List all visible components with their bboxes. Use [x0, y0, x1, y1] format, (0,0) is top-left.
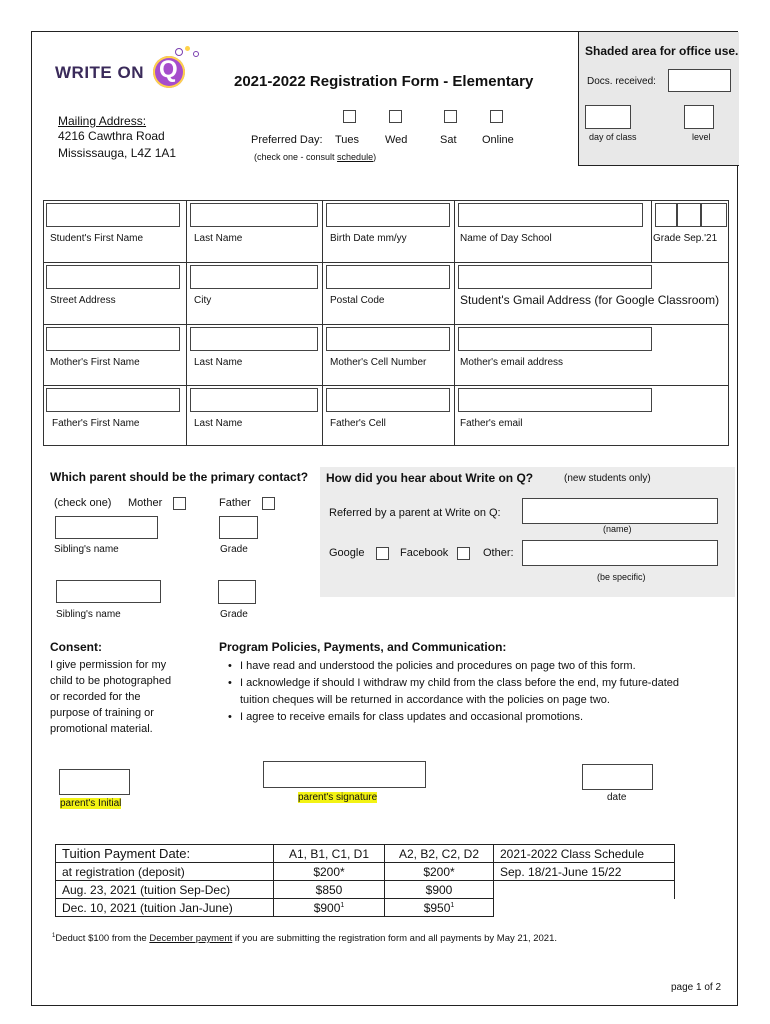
label-day-school: Name of Day School [460, 233, 552, 244]
policy-bullet-1-marker: • [228, 660, 232, 672]
form-page [31, 31, 738, 1006]
referral-note: (new students only) [564, 473, 651, 484]
day-wed: Wed [385, 134, 408, 146]
consent-line-2: child to be photographed [50, 675, 172, 687]
address-line1: 4216 Cawthra Road [58, 129, 165, 143]
logo-dot-2 [185, 46, 190, 51]
student-first-name-input[interactable] [46, 203, 180, 227]
sibling1-grade-input[interactable] [219, 516, 258, 539]
label-grade: Grade Sep.'21 [653, 233, 718, 244]
check-one-label: (check one) [54, 497, 112, 509]
logo-dot-3 [193, 51, 199, 57]
day-checkbox-sat[interactable] [444, 110, 457, 123]
day-checkbox-wed[interactable] [389, 110, 402, 123]
sibling2-name-input[interactable] [56, 580, 161, 603]
address-line2: Mississauga, L4Z 1A1 [58, 146, 177, 160]
street-address-input[interactable] [46, 265, 180, 289]
grade-input-2[interactable] [677, 203, 701, 227]
be-specific-hint: (be specific) [597, 572, 646, 582]
form-title: 2021-2022 Registration Form - Elementary [234, 73, 534, 90]
day-tues: Tues [335, 134, 360, 146]
tuition-cell: $\$900^1$ [274, 899, 385, 917]
facebook-label: Facebook [400, 547, 449, 559]
tuition-header-cell: Tuition Payment Date: [56, 845, 274, 863]
label-father-cell: Father's Cell [330, 418, 386, 429]
docs-received-field[interactable] [668, 69, 731, 92]
google-label: Google [329, 547, 365, 559]
tuition-cell: Aug. 23, 2021 (tuition Sep-Dec) [56, 881, 274, 899]
father-first-name-input[interactable] [46, 388, 180, 412]
postal-code-input[interactable] [326, 265, 450, 289]
tuition-header-row [56, 845, 675, 863]
tuition-cell: Dec. 10, 2021 (tuition Jan-June) [56, 899, 274, 917]
consent-line-4: purpose of training or [50, 707, 154, 719]
policy-bullet-2: I acknowledge if should I withdraw my child from the class before the end, my future-dated [240, 677, 679, 689]
student-last-name-input[interactable] [190, 203, 318, 227]
referral-panel [320, 467, 735, 597]
sibling1-name-input[interactable] [55, 516, 158, 539]
label-postal-code: Postal Code [330, 295, 385, 306]
label-father-first-name: Father's First Name [52, 418, 140, 429]
other-label: Other: [483, 547, 514, 559]
tuition-table [55, 844, 675, 917]
grade-input-3[interactable] [701, 203, 727, 227]
day-online: Online [482, 134, 514, 146]
consent-line-3: or recorded for the [50, 691, 141, 703]
label-gmail: Student's Gmail Address (for Google Classroom) [460, 293, 720, 307]
date-input[interactable] [582, 764, 653, 790]
name-hint: (name) [603, 524, 632, 534]
sibling1-name-label: Sibling's name [54, 544, 119, 555]
consent-title: Consent: [50, 640, 102, 654]
sibling1-grade-label: Grade [220, 544, 248, 555]
mother-label: Mother [128, 497, 163, 509]
mother-last-name-input[interactable] [190, 327, 318, 351]
consent-line-5: promotional material. [50, 723, 153, 735]
label-street-address: Street Address [50, 295, 116, 306]
tuition-cell [494, 881, 675, 899]
day-of-class-field[interactable] [585, 105, 631, 129]
tuition-row [56, 899, 675, 917]
label-mother-cell: Mother's Cell Number [330, 357, 427, 368]
parent-initial-input[interactable] [59, 769, 130, 795]
footnote: $^1$Deduct $100 from the December payment if you are submitting the registration form and all payments by May 21, 2021. [52, 933, 557, 945]
tuition-cell: $200* [274, 863, 385, 881]
mother-cell-input[interactable] [326, 327, 450, 351]
day-school-input[interactable] [458, 203, 643, 227]
sibling2-grade-label: Grade [220, 609, 248, 620]
referred-label: Referred by a parent at Write on Q: [329, 507, 501, 519]
december-payment-link[interactable]: December payment [149, 933, 233, 945]
google-checkbox[interactable] [376, 547, 389, 560]
check-one-note: (check one - consult schedule) [254, 152, 377, 162]
logo-dot-1 [175, 48, 183, 56]
tuition-row [56, 881, 675, 899]
label-mother-email: Mother's email address [460, 357, 564, 368]
mother-first-name-input[interactable] [46, 327, 180, 351]
level-label: level [692, 132, 711, 142]
father-checkbox[interactable] [262, 497, 275, 510]
father-label: Father [219, 497, 251, 509]
preferred-day-label: Preferred Day: [251, 134, 323, 146]
office-use-panel [578, 32, 739, 166]
consent-line-1: I give permission for my [50, 659, 167, 671]
parent-signature-label: parent's signature [298, 792, 378, 803]
primary-contact-question: Which parent should be the primary contact? [50, 470, 309, 484]
tuition-cell: at registration (deposit) [56, 863, 274, 881]
referrer-name-input[interactable] [522, 498, 718, 524]
label-father-email: Father's email [460, 418, 523, 429]
grade-input-1[interactable] [655, 203, 677, 227]
policy-bullet-1: I have read and understood the policies and procedures on page two of this form. [240, 660, 636, 672]
tuition-header-cell: 2021-2022 Class Schedule [494, 845, 675, 863]
policies-title: Program Policies, Payments, and Communication: [219, 640, 507, 654]
logo-text: WRITE ON [55, 63, 144, 82]
info-grid [43, 200, 729, 446]
level-field[interactable] [684, 105, 714, 129]
label-last-name: Last Name [194, 233, 243, 244]
tuition-header-cell: A2, B2, C2, D2 [385, 845, 494, 863]
label-mother-first-name: Mother's First Name [50, 357, 140, 368]
parent-signature-input[interactable] [263, 761, 426, 788]
day-of-class-label: day of class [589, 132, 637, 142]
facebook-checkbox[interactable] [457, 547, 470, 560]
sibling2-name-label: Sibling's name [56, 609, 121, 620]
label-city: City [194, 295, 212, 306]
policy-bullet-3: I agree to receive emails for class updates and occasional promotions. [240, 711, 584, 723]
tuition-cell [494, 899, 675, 917]
page-number: page 1 of 2 [671, 982, 722, 993]
day-checkbox-online[interactable] [490, 110, 503, 123]
birth-date-input[interactable] [326, 203, 450, 227]
parent-initial-label: parent's Initial [60, 798, 122, 809]
label-father-last-name: Last Name [194, 418, 243, 429]
day-checkbox-tues[interactable] [343, 110, 356, 123]
tuition-cell: $\$950^1$ [385, 899, 494, 917]
policy-bullet-3-marker: • [228, 711, 232, 723]
mailing-label: Mailing Address: [58, 114, 147, 128]
tuition-header-cell: A1, B1, C1, D1 [274, 845, 385, 863]
logo [55, 46, 205, 96]
label-birth-date: Birth Date mm/yy [330, 233, 407, 244]
tuition-cell: $850 [274, 881, 385, 899]
tuition-cell: Sep. 18/21-June 15/22 [494, 863, 675, 881]
logo-letter: Q [159, 56, 178, 83]
sibling2-grade-input[interactable] [218, 580, 256, 604]
policy-bullet-2-cont: tuition cheques will be returned in accordance with the policies on page two. [240, 694, 610, 706]
schedule-link[interactable]: schedule [337, 152, 374, 162]
label-mother-last-name: Last Name [194, 357, 243, 368]
docs-received-label: Docs. received: [587, 76, 656, 87]
father-last-name-input[interactable] [190, 388, 318, 412]
label-student-first-name: Student's First Name [50, 233, 144, 244]
city-input[interactable] [190, 265, 318, 289]
mother-checkbox[interactable] [173, 497, 186, 510]
father-cell-input[interactable] [326, 388, 450, 412]
policy-bullet-2-marker: • [228, 677, 232, 689]
tuition-cell: $200* [385, 863, 494, 881]
tuition-row [56, 863, 675, 881]
other-input[interactable] [522, 540, 718, 566]
gmail-input[interactable] [458, 265, 652, 289]
day-sat: Sat [440, 134, 457, 146]
referral-question: How did you hear about Write on Q? [326, 471, 534, 485]
tuition-cell: $900 [385, 881, 494, 899]
office-title: Shaded area for office use. [585, 44, 739, 58]
date-label: date [607, 792, 627, 803]
mother-email-input[interactable] [458, 327, 652, 351]
father-email-input[interactable] [458, 388, 652, 412]
